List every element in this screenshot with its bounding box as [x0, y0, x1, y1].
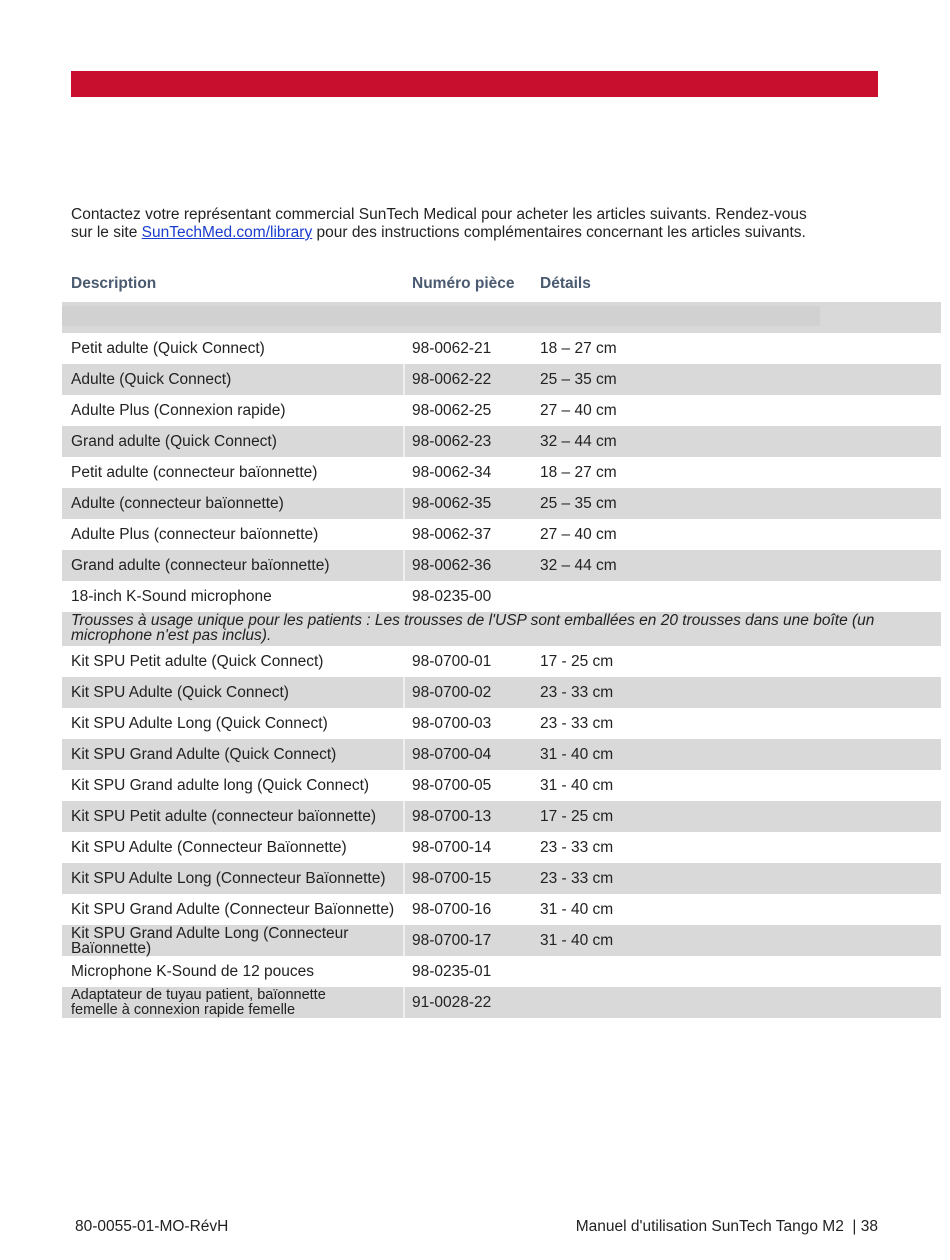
row-part-number: 98-0235-01 — [412, 962, 492, 980]
row-description: Kit SPU Adulte Long (Quick Connect) — [71, 714, 328, 732]
row-details: 23 - 33 cm — [540, 838, 614, 856]
table-row — [62, 677, 941, 708]
row-part-number: 98-0062-23 — [412, 432, 492, 450]
table-row — [62, 925, 941, 956]
row-details: 25 – 35 cm — [540, 370, 617, 388]
table-row — [62, 364, 941, 395]
table-row — [62, 956, 941, 987]
row-details — [540, 581, 740, 612]
row-part-number: 98-0700-16 — [412, 900, 492, 918]
intro-line-2-before: sur le site — [71, 224, 142, 241]
accessories-table — [62, 302, 941, 1018]
table-row — [62, 426, 941, 457]
table-row — [62, 333, 941, 364]
header-banner — [71, 71, 878, 97]
row-details: 23 - 33 cm — [540, 869, 614, 887]
single-use-kits-note — [62, 612, 941, 646]
note-text: Trousses à usage unique pour les patients : Les trousses de l'USP sont emballées en 20 trousses dans une boîte (un microphone n'est pas inclus). — [71, 612, 875, 644]
row-part-number: 98-0700-15 — [412, 869, 492, 887]
table-row — [62, 801, 941, 832]
table-row — [62, 488, 941, 519]
row-part-number: 98-0700-04 — [412, 745, 492, 763]
row-description: Kit SPU Grand adulte long (Quick Connect) — [71, 776, 370, 794]
footer-doc-number: 80-0055-01-MO-RévH — [75, 1218, 229, 1235]
row-description: Grand adulte (connecteur baïonnette) — [71, 556, 330, 574]
row-part-number: 98-0700-03 — [412, 714, 492, 732]
row-details: 17 - 25 cm — [540, 652, 614, 670]
table-row — [62, 519, 941, 550]
table-row — [62, 894, 941, 925]
row-part-number: 98-0700-17 — [412, 931, 492, 949]
intro-line-2-after: pour des instructions complémentaires concernant les articles suivants. — [312, 224, 806, 241]
table-blank-row — [62, 302, 941, 333]
row-details: 27 – 40 cm — [540, 525, 617, 543]
row-description: Kit SPU Petit adulte (connecteur baïonnette) — [71, 808, 377, 825]
row-part-number: 98-0062-35 — [412, 494, 492, 512]
table-row — [62, 550, 941, 581]
table-row — [62, 863, 941, 894]
table-row — [62, 770, 941, 801]
library-link[interactable]: SunTechMed.com/library — [141, 224, 313, 241]
column-header-details: Détails — [540, 275, 591, 292]
row-details: 27 – 40 cm — [540, 401, 617, 419]
row-description: Kit SPU Adulte Long (Connecteur Baïonnette) — [71, 870, 386, 887]
row-description: Microphone K-Sound de 12 pouces — [71, 962, 314, 980]
row-part-number: 98-0062-34 — [412, 463, 492, 481]
row-part-number: 98-0235-00 — [412, 587, 492, 605]
table-row — [62, 581, 941, 612]
row-details: 31 - 40 cm — [540, 900, 614, 918]
row-part-number: 98-0062-37 — [412, 525, 492, 543]
table-row — [62, 739, 941, 770]
row-part-number: 98-0062-21 — [412, 339, 492, 357]
row-description: 18-inch K-Sound microphone — [71, 587, 272, 605]
table-row — [62, 987, 941, 1018]
row-description: Kit SPU Petit adulte (Quick Connect) — [71, 652, 324, 670]
row-description: Grand adulte (Quick Connect) — [71, 432, 277, 450]
row-details: 31 - 40 cm — [540, 931, 614, 949]
row-details: 18 – 27 cm — [540, 463, 617, 481]
row-description: Petit adulte (Quick Connect) — [71, 339, 265, 357]
row-part-number: 98-0700-14 — [412, 838, 492, 856]
intro-line-1: Contactez votre représentant commercial SunTech Medical pour acheter les articles suivants. Rendez-vous — [71, 206, 807, 223]
row-description: Petit adulte (connecteur baïonnette) — [71, 463, 318, 481]
table-row — [62, 395, 941, 426]
row-details: 32 – 44 cm — [540, 556, 617, 574]
row-description: Adulte Plus (connecteur baïonnette) — [71, 525, 319, 543]
row-part-number: 98-0700-01 — [412, 652, 492, 670]
table-row — [62, 646, 941, 677]
row-part-number: 91-0028-22 — [412, 993, 492, 1011]
intro-paragraph — [71, 206, 891, 242]
row-description: Kit SPU Adulte (Quick Connect) — [71, 683, 289, 701]
table-row — [62, 708, 941, 739]
row-details: 23 - 33 cm — [540, 714, 614, 732]
row-details — [540, 956, 740, 987]
row-details: 17 - 25 cm — [540, 807, 614, 825]
footer-manual-page: Manuel d'utilisation SunTech Tango M2 | 38 — [575, 1218, 878, 1235]
row-description: Adulte Plus (Connexion rapide) — [71, 401, 286, 419]
row-details: 31 - 40 cm — [540, 776, 614, 794]
row-description: Adulte (Quick Connect) — [71, 370, 232, 388]
row-description: Kit SPU Adulte (Connecteur Baïonnette) — [71, 838, 347, 856]
row-description: Kit SPU Grand Adulte Long (Connecteur Baïonnette) — [71, 924, 349, 957]
row-details: 31 - 40 cm — [540, 745, 614, 763]
row-description: Kit SPU Grand Adulte (Connecteur Baïonnette) — [71, 901, 395, 918]
row-part-number: 98-0062-25 — [412, 401, 492, 419]
row-details — [540, 987, 740, 1018]
row-description: Adaptateur de tuyau patient, baïonnette femelle à connexion rapide femelle — [71, 986, 326, 1018]
row-description: Adulte (connecteur baïonnette) — [71, 494, 284, 512]
row-details: 18 – 27 cm — [540, 339, 617, 357]
row-details: 25 – 35 cm — [540, 494, 617, 512]
row-part-number: 98-0700-05 — [412, 776, 492, 794]
column-header-part-number: Numéro pièce — [412, 275, 515, 292]
table-row — [62, 457, 941, 488]
row-details: 32 – 44 cm — [540, 432, 617, 450]
table-row — [62, 832, 941, 863]
row-part-number: 98-0062-22 — [412, 370, 492, 388]
row-details: 23 - 33 cm — [540, 683, 614, 701]
row-part-number: 98-0700-13 — [412, 807, 492, 825]
row-part-number: 98-0700-02 — [412, 683, 492, 701]
row-description: Kit SPU Grand Adulte (Quick Connect) — [71, 745, 337, 763]
column-header-description: Description — [71, 275, 157, 292]
row-part-number: 98-0062-36 — [412, 556, 492, 574]
